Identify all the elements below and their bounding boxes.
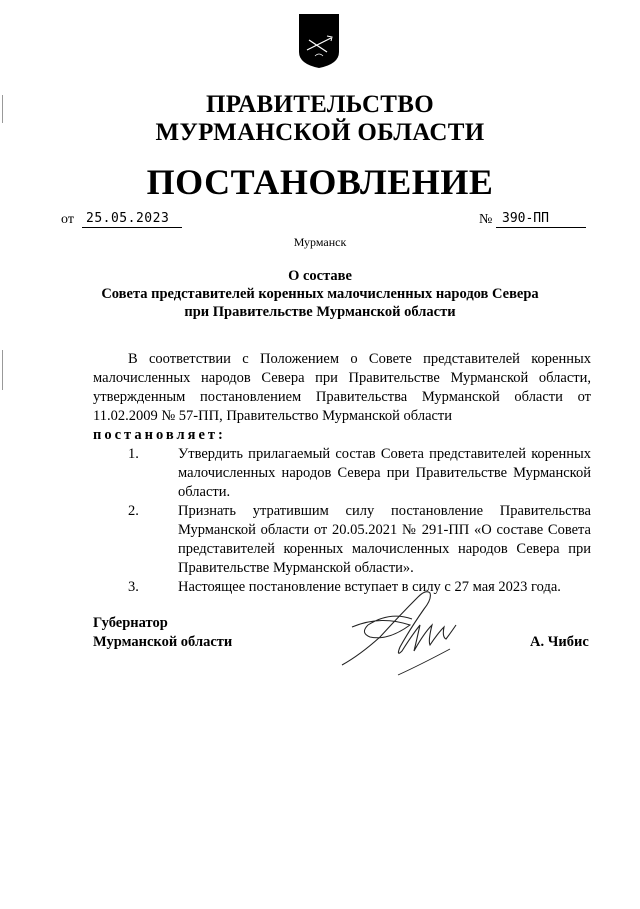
handwritten-signature xyxy=(340,585,470,680)
item-number: 2. xyxy=(128,503,139,519)
document-date: 25.05.2023 xyxy=(82,210,182,228)
signatory-position-line1: Губернатор xyxy=(93,615,168,631)
government-title-line2: МУРМАНСКОЙ ОБЛАСТИ xyxy=(155,119,485,146)
scan-edge-mark xyxy=(2,350,3,390)
item-text: Утвердить прилагаемый состав Совета представителей коренных малочисленных народов Севера при Правительстве Мурманской области. xyxy=(178,446,591,500)
signatory-position-line2: Мурманской области xyxy=(93,634,233,650)
government-title-line1: ПРАВИТЕЛЬСТВО xyxy=(206,91,434,118)
signatory-position xyxy=(93,614,232,652)
document-title-line1: О составе xyxy=(288,268,352,284)
document-body xyxy=(93,350,591,597)
document-title-line2: Совета представителей коренных малочисленных народов Севера xyxy=(101,286,539,302)
item-number: 3. xyxy=(128,579,139,595)
number-prefix: № xyxy=(479,212,493,227)
document-number: 390-ПП xyxy=(496,210,586,228)
coat-of-arms-icon xyxy=(297,12,341,70)
item-number: 1. xyxy=(128,446,139,462)
document-title-line3: при Правительстве Мурманской области xyxy=(184,304,456,320)
list-item xyxy=(93,502,591,578)
preamble-paragraph: В соответствии с Положением о Совете представителей коренных малочисленных народов Севера при Правительстве Мурманской области, утвержденным постановлением Правительства Мурманской области от 11.02.2009 № 57-ПП, Правительство Мурманской области xyxy=(93,351,591,424)
item-text: Признать утратившим силу постановление Правительства Мурманской области от 20.05.2021 № 291-ПП «О составе Совета представителей коренных малочисленных народов Севера при Правительстве Мурманской области». xyxy=(178,503,591,576)
document-type-heading: ПОСТАНОВЛЕНИЕ xyxy=(146,162,494,202)
city-label: Мурманск xyxy=(293,235,347,249)
resolves-keyword: постановляет: xyxy=(93,427,226,443)
item-text: Настоящее постановление вступает в силу с 27 мая 2023 года. xyxy=(178,579,561,595)
list-item xyxy=(93,445,591,502)
signatory-name: А. Чибис xyxy=(530,634,589,650)
date-prefix: от xyxy=(61,212,74,227)
